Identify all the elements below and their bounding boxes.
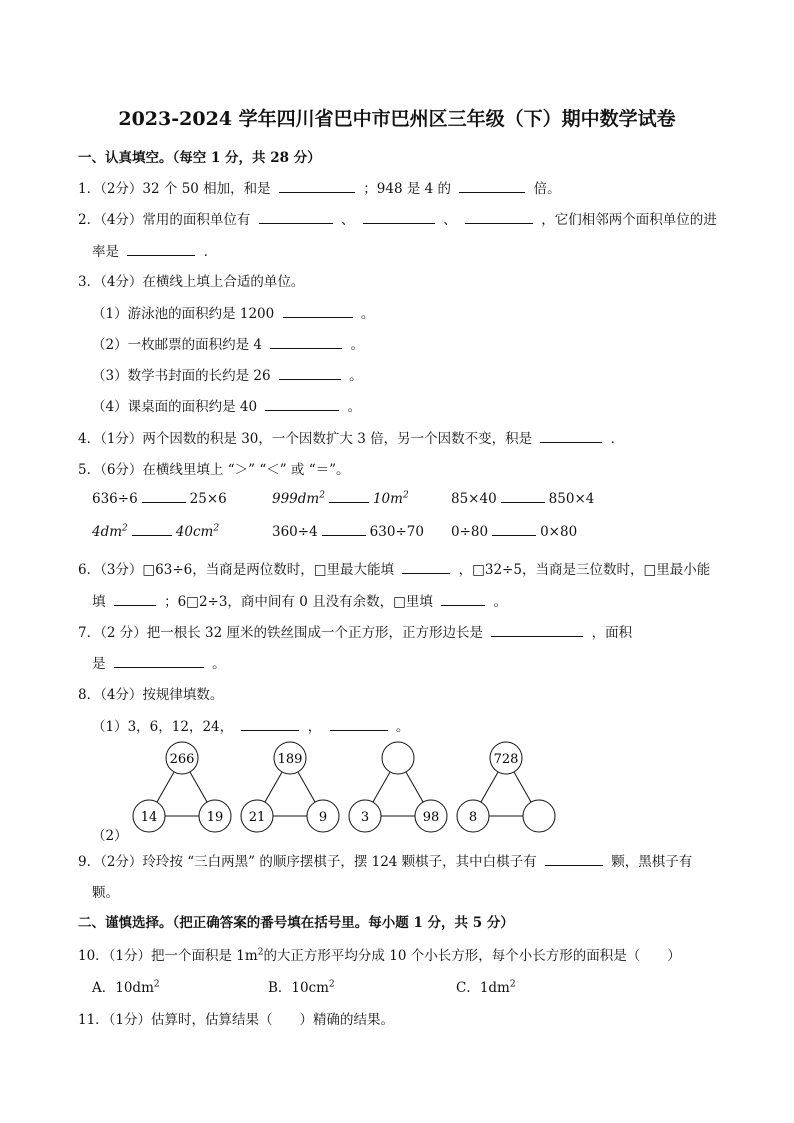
- number-top: 189: [277, 752, 303, 767]
- question-8-stem: 8．（4分）按规律填数。: [78, 687, 224, 703]
- compare-left: 0÷80: [451, 524, 489, 540]
- answer-blank[interactable]: [270, 336, 342, 349]
- question-3-text: 。: [347, 399, 362, 415]
- question-1: [78, 177, 561, 197]
- question-2-text: 2．（4分）常用的面积单位有: [78, 212, 251, 228]
- compare-left: 636÷6: [92, 491, 138, 507]
- exponent: 2: [328, 979, 335, 990]
- question-7-text: 。: [212, 656, 226, 672]
- question-2-text: 、: [341, 212, 355, 228]
- compare-right: 630÷70: [369, 524, 424, 540]
- question-3-text: （1）游泳池的面积约是 1200: [92, 306, 275, 322]
- question-4-text: ．: [610, 431, 625, 447]
- answer-blank[interactable]: [540, 430, 602, 443]
- answer-blank[interactable]: [114, 593, 156, 606]
- answer-blank[interactable]: [329, 490, 369, 503]
- question-10-text: 10．（1分）把一个面积是 1m: [78, 948, 258, 964]
- question-6: [78, 558, 710, 578]
- section-2-heading: 二、谨慎选择。（把正确答案的番号填在括号里。每小题 1 分，共 5 分）: [78, 915, 514, 931]
- question-6-text: 填: [92, 594, 106, 610]
- question-3-item: [92, 302, 374, 322]
- compare-left: 360÷4: [272, 524, 318, 540]
- answer-blank[interactable]: [459, 180, 525, 193]
- option-a[interactable]: [92, 976, 160, 996]
- answer-blank[interactable]: [283, 305, 353, 318]
- question-3-text: 。: [350, 337, 365, 353]
- compare-right: 40cm: [175, 524, 214, 540]
- number-left: 21: [248, 810, 266, 825]
- answer-blank[interactable]: [545, 853, 603, 866]
- answer-blank[interactable]: [402, 561, 450, 574]
- exponent: 2: [319, 490, 325, 501]
- question-7-cont: [92, 652, 226, 672]
- answer-blank[interactable]: [114, 655, 204, 668]
- question-6-text: ；6□2÷3，商中间有 0 且没有余数，□里填: [164, 594, 433, 610]
- question-7-text: 是: [92, 656, 106, 672]
- sequence-text: 。: [395, 719, 410, 735]
- compare-left: 4dm: [92, 524, 123, 540]
- question-11: 11．（1分）估算时，估算结果（ ）精确的结果。: [78, 1012, 395, 1028]
- question-2-text: 率是: [92, 244, 119, 260]
- answer-blank[interactable]: [492, 523, 536, 536]
- compare-left: 85×40: [451, 491, 497, 507]
- number-top: 266: [169, 752, 195, 767]
- answer-blank[interactable]: [363, 211, 435, 224]
- compare-right: 0×80: [540, 524, 578, 540]
- answer-blank[interactable]: [501, 490, 545, 503]
- answer-blank[interactable]: [330, 718, 388, 731]
- answer-blank[interactable]: [322, 523, 366, 536]
- compare-right: 25×6: [189, 491, 227, 507]
- answer-blank[interactable]: [279, 367, 341, 380]
- question-3-text: （2）一枚邮票的面积约是 4: [92, 337, 262, 353]
- question-5-stem: 5．（6分）在横线里填上 “＞” “＜” 或 “＝”。: [78, 462, 350, 478]
- sequence-text: （1）3，6，12，24，: [92, 719, 234, 735]
- answer-blank[interactable]: [441, 593, 485, 606]
- answer-blank[interactable]: [465, 211, 533, 224]
- question-2-text: ．: [203, 244, 218, 260]
- exponent: 2: [153, 979, 160, 990]
- question-2-text: ，它们相邻两个面积单位的进: [541, 212, 717, 228]
- exponent: 2: [257, 947, 264, 958]
- answer-blank[interactable]: [241, 718, 299, 731]
- option-c[interactable]: [456, 976, 516, 996]
- question-1-text: 1．（2分）32 个 50 相加，和是: [78, 181, 271, 197]
- question-6-text: 6．（3分）□63÷6，当商是两位数时，□里最大能填: [78, 562, 395, 578]
- question-2-cont: [92, 240, 217, 260]
- triangle-puzzle: [125, 738, 565, 838]
- option-c-label: C．1dm: [456, 980, 510, 996]
- number-left: 14: [140, 810, 158, 825]
- question-4: [78, 427, 624, 447]
- triangle-1: [133, 742, 231, 832]
- sequence-text: ，: [307, 719, 322, 735]
- number-left: 8: [468, 810, 478, 825]
- question-6-cont: [92, 590, 507, 610]
- question-3-item: [92, 364, 363, 384]
- answer-blank[interactable]: [142, 490, 186, 503]
- number-top: 728: [493, 752, 519, 767]
- question-3-text: 。: [360, 306, 375, 322]
- question-2-text: 、: [443, 212, 457, 228]
- option-b-label: B．10cm: [268, 980, 329, 996]
- question-8-part1: [92, 715, 409, 735]
- question-2: [78, 208, 717, 228]
- answer-blank[interactable]: [279, 180, 355, 193]
- number-right: 19: [206, 810, 224, 825]
- compare-item: [451, 490, 594, 507]
- answer-blank[interactable]: [127, 243, 195, 256]
- triangle-3: [349, 742, 447, 832]
- compare-item: [272, 490, 409, 507]
- number-left: 3: [360, 810, 370, 825]
- question-3-text: （4）课桌面的面积约是 40: [92, 399, 258, 415]
- question-9-cont: 颗。: [92, 885, 119, 901]
- question-3-item: [92, 333, 364, 353]
- question-10-text: 的大正方形平均分成 10 个小长方形，每个小长方形的面积是（ ）: [263, 948, 681, 964]
- question-4-text: 4．（1分）两个因数的积是 30，一个因数扩大 3 倍，另一个因数不变，积是: [78, 431, 533, 447]
- exponent: 2: [122, 523, 128, 534]
- question-8-part2-label: （2）: [92, 828, 128, 844]
- question-7-text: 7．（2 分）把一根长 32 厘米的铁丝围成一个正方形，正方形边长是: [78, 625, 483, 641]
- compare-right: 850×4: [548, 491, 595, 507]
- question-6-text: ，□32÷5，当商是三位数时，□里最小能: [458, 562, 711, 578]
- question-7-text: ，面积: [591, 625, 633, 641]
- question-1-text: ；948 是 4 的: [363, 181, 451, 197]
- page-title: 2023-2024 学年四川省巴中市巴州区三年级（下）期中数学试卷: [118, 108, 676, 130]
- question-10: [78, 944, 681, 964]
- question-3-item: [92, 395, 361, 415]
- question-9-text: 9．（2分）玲玲按 “三白两黑” 的顺序摆棋子，摆 124 颗棋子，其中白棋子有: [78, 854, 537, 870]
- exponent: 2: [509, 979, 516, 990]
- question-7: [78, 621, 632, 641]
- compare-right: 10m: [372, 491, 403, 507]
- compare-item: [92, 523, 219, 540]
- compare-left: 999dm: [272, 491, 320, 507]
- section-1-heading: 一、认真填空。（每空 1 分，共 28 分）: [78, 150, 321, 166]
- question-6-text: 。: [493, 594, 507, 610]
- triangle-2: [241, 742, 339, 832]
- compare-item: [272, 523, 424, 540]
- question-9-text: 颗，黑棋子有: [611, 854, 693, 870]
- exponent: 2: [213, 523, 220, 534]
- number-right: 9: [318, 810, 328, 825]
- answer-blank[interactable]: [265, 398, 339, 411]
- question-3-text: （3）数学书封面的长约是 26: [92, 368, 271, 384]
- question-3-stem: 3．（4分）在横线上填上合适的单位。: [78, 274, 305, 290]
- answer-blank[interactable]: [132, 523, 172, 536]
- compare-item: [92, 490, 227, 507]
- question-3-text: 。: [349, 368, 363, 384]
- question-1-text: 倍。: [533, 181, 561, 197]
- circle-top-blank[interactable]: [382, 742, 414, 774]
- exponent: 2: [402, 490, 409, 501]
- question-9: [78, 850, 692, 870]
- compare-item: [451, 523, 577, 540]
- triangle-4: [457, 742, 555, 832]
- circle-right-blank[interactable]: [523, 800, 555, 832]
- answer-blank[interactable]: [491, 624, 583, 637]
- option-b[interactable]: [268, 976, 335, 996]
- number-right: 98: [422, 810, 440, 825]
- option-a-label: A．10dm: [92, 980, 154, 996]
- answer-blank[interactable]: [259, 211, 333, 224]
